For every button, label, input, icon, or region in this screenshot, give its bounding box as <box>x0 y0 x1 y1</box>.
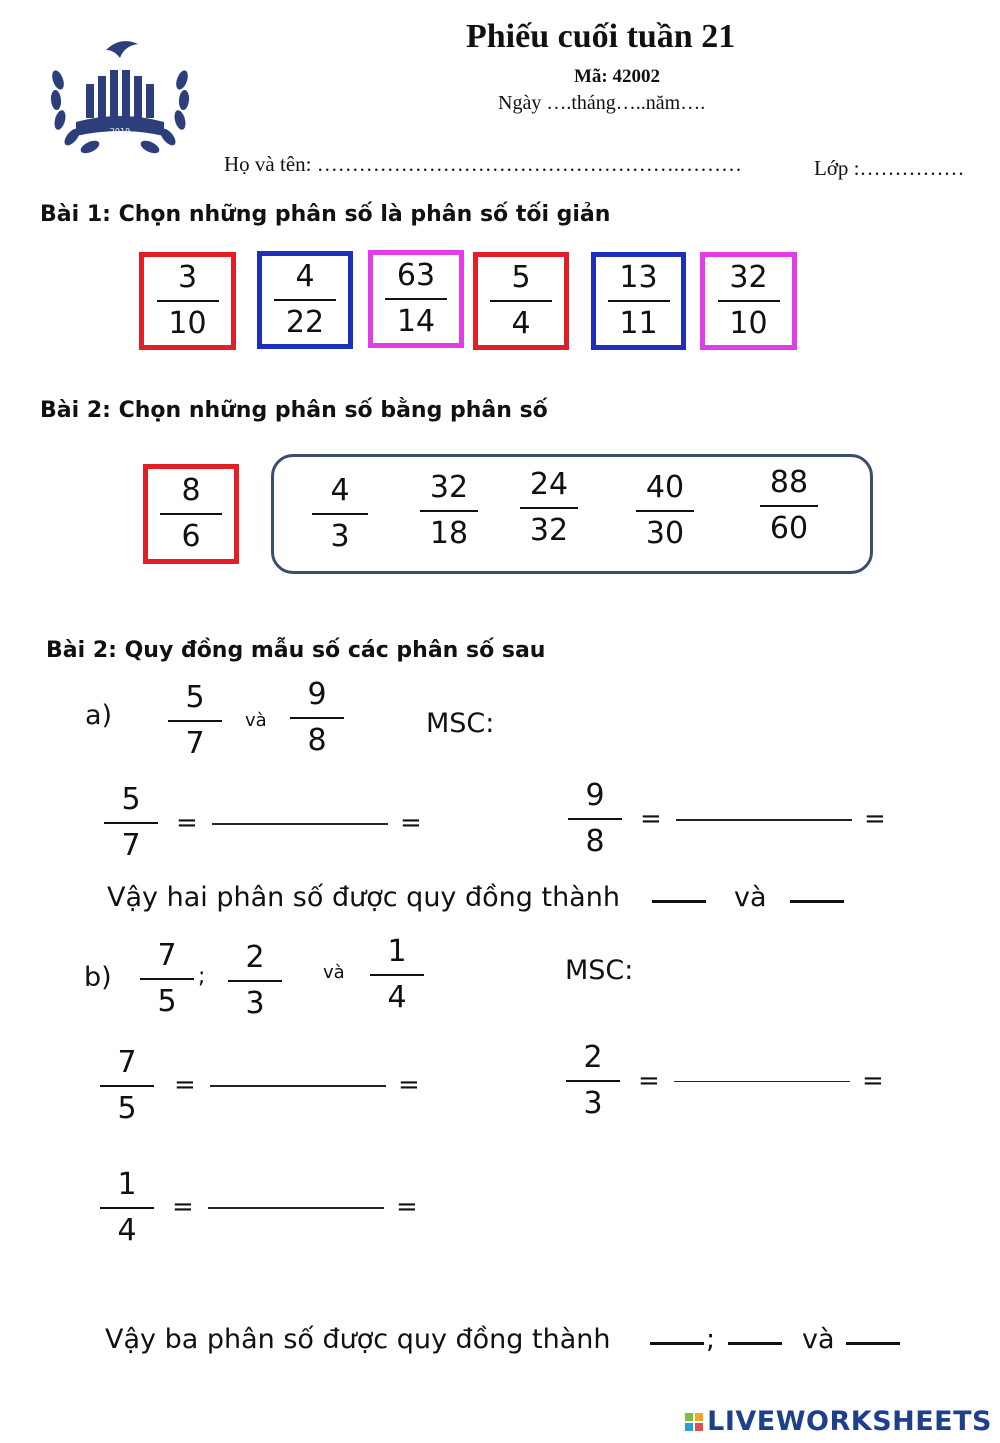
part-b-separator-2: ; <box>706 1324 716 1355</box>
fraction-bar <box>568 818 622 820</box>
fraction-bar <box>168 720 222 722</box>
denominator: 22 <box>285 305 325 340</box>
brand-text: LIVEWORKSHEETS <box>707 1406 992 1437</box>
equals-sign: = <box>396 1192 418 1222</box>
numerator: 4 <box>295 259 315 294</box>
worksheet-code: Mã: 42002 <box>574 66 661 87</box>
target-fraction-8-6 <box>143 464 239 564</box>
exercise-1-heading: Bài 1: Chọn những phân số là phân số tối giản <box>40 202 611 227</box>
fraction-option-63-14[interactable] <box>368 250 464 348</box>
answer-blank[interactable] <box>846 1342 900 1345</box>
part-a-and: và <box>245 710 267 731</box>
denominator: 7 <box>185 726 205 761</box>
denominator: 4 <box>387 980 407 1015</box>
numerator: 32 <box>729 260 768 295</box>
equals-sign: = <box>172 1192 194 1222</box>
part-b-fraction-3 <box>370 934 424 1016</box>
numerator: 8 <box>181 473 201 508</box>
part-b-eq-fraction-1 <box>100 1045 154 1127</box>
part-a-fraction-1 <box>168 680 222 762</box>
numerator: 2 <box>245 940 265 975</box>
denominator: 18 <box>429 516 469 551</box>
fraction-bar <box>290 717 344 719</box>
fraction-bar <box>157 300 219 302</box>
numerator: 13 <box>619 260 658 295</box>
denominator: 3 <box>330 519 350 554</box>
exercise-3-heading: Bài 2: Quy đồng mẫu số các phân số sau <box>46 638 546 663</box>
fraction-bar <box>760 505 818 507</box>
equals-sign: = <box>640 804 662 834</box>
fraction-bar <box>140 978 194 980</box>
denominator: 14 <box>396 304 436 339</box>
answer-blank[interactable] <box>652 900 706 903</box>
fraction-bar <box>636 510 694 512</box>
numerator: 4 <box>330 473 350 508</box>
equals-sign: = <box>174 1070 196 1100</box>
part-a-and-2: và <box>734 882 767 913</box>
equals-sign: = <box>400 808 422 838</box>
fraction-bar <box>274 299 336 301</box>
numerator: 2 <box>583 1040 603 1075</box>
numerator: 9 <box>585 778 605 813</box>
numerator: 7 <box>117 1045 137 1080</box>
numerator: 7 <box>157 938 177 973</box>
fraction-option-32-10[interactable] <box>700 252 797 350</box>
fraction-bar <box>312 513 368 515</box>
fraction-bar <box>520 507 578 509</box>
exercise-2-heading: Bài 2: Chọn những phân số bằng phân số <box>40 398 548 423</box>
equals-sign: = <box>864 804 886 834</box>
numerator: 1 <box>117 1167 137 1202</box>
part-b-fraction-1 <box>140 938 194 1020</box>
option-fraction-88-60[interactable] <box>760 465 818 547</box>
numerator: 3 <box>177 260 198 295</box>
answer-line[interactable] <box>210 1085 386 1087</box>
fraction-bar <box>490 300 552 302</box>
part-b-eq-fraction-3 <box>100 1167 154 1249</box>
fraction-bar <box>228 980 282 982</box>
part-b-eq-fraction-2 <box>566 1040 620 1122</box>
part-b-msc-label: MSC: <box>565 955 634 986</box>
part-b-and: và <box>323 962 345 983</box>
equals-sign: = <box>638 1066 660 1096</box>
denominator: 5 <box>117 1091 137 1126</box>
option-fraction-4-3[interactable] <box>312 473 368 555</box>
numerator: 5 <box>185 680 205 715</box>
denominator: 10 <box>729 306 768 341</box>
denominator: 7 <box>121 828 141 863</box>
fraction-bar <box>566 1080 620 1082</box>
option-fraction-24-32[interactable] <box>520 467 578 549</box>
equals-sign: = <box>398 1070 420 1100</box>
fraction-bar <box>385 298 447 300</box>
denominator: 4 <box>117 1213 137 1248</box>
answer-line[interactable] <box>674 1081 850 1082</box>
fraction-bar <box>100 1207 154 1209</box>
liveworksheets-brand <box>685 1406 992 1437</box>
numerator: 32 <box>429 470 469 505</box>
date-line: Ngày ….tháng…..năm…. <box>498 92 706 114</box>
part-b-and-2: và <box>802 1324 835 1355</box>
numerator: 40 <box>645 470 685 505</box>
option-fraction-32-18[interactable] <box>420 470 478 552</box>
logo-year: 2019 <box>109 127 131 136</box>
worksheet-title: Phiếu cuối tuần 21 <box>466 18 736 55</box>
answer-blank[interactable] <box>790 900 844 903</box>
fraction-bar <box>608 300 670 302</box>
answer-blank[interactable] <box>728 1342 782 1345</box>
equals-sign: = <box>176 808 198 838</box>
numerator: 1 <box>387 934 407 969</box>
name-field[interactable]: Họ và tên: …………………………………………….……… <box>224 152 742 176</box>
numerator: 5 <box>121 782 141 817</box>
numerator: 9 <box>307 677 327 712</box>
part-a-eq-fraction-2 <box>568 778 622 860</box>
liveworksheets-logo-icon <box>685 1413 703 1431</box>
part-a-eq-fraction-1 <box>104 782 158 864</box>
fraction-bar <box>718 300 780 302</box>
numerator: 24 <box>529 467 569 502</box>
denominator: 4 <box>511 306 531 341</box>
school-logo <box>46 36 194 160</box>
denominator: 10 <box>168 306 207 341</box>
answer-line[interactable] <box>208 1207 384 1209</box>
denominator: 3 <box>245 986 265 1021</box>
numerator: 88 <box>769 465 809 500</box>
answer-blank[interactable] <box>650 1342 704 1345</box>
fraction-bar <box>370 974 424 976</box>
denominator: 5 <box>157 984 177 1019</box>
class-field[interactable]: Lớp :…………… <box>814 156 965 180</box>
denominator: 8 <box>585 824 605 859</box>
numerator: 5 <box>511 260 531 295</box>
denominator: 3 <box>583 1086 603 1121</box>
part-b-separator: ; <box>198 964 206 989</box>
part-a-fraction-2 <box>290 677 344 759</box>
part-b-label: b) <box>84 962 112 993</box>
fraction-option-13-11[interactable] <box>591 252 686 350</box>
fraction-option-4-22[interactable] <box>257 251 353 349</box>
part-a-conclusion: Vậy hai phân số được quy đồng thành <box>107 882 620 913</box>
denominator: 60 <box>769 511 809 546</box>
denominator: 11 <box>619 306 658 341</box>
fraction-bar <box>100 1085 154 1087</box>
equals-sign: = <box>862 1066 884 1096</box>
denominator: 6 <box>181 519 201 554</box>
denominator: 30 <box>645 516 685 551</box>
fraction-option-5-4[interactable] <box>473 252 569 350</box>
fraction-bar <box>420 510 478 512</box>
answer-line[interactable] <box>676 819 852 821</box>
part-b-conclusion: Vậy ba phân số được quy đồng thành <box>105 1324 611 1355</box>
fraction-bar <box>104 822 158 824</box>
part-a-label: a) <box>85 700 113 731</box>
denominator: 8 <box>307 723 327 758</box>
answer-line[interactable] <box>212 823 388 825</box>
denominator: 32 <box>529 513 569 548</box>
option-fraction-40-30[interactable] <box>636 470 694 552</box>
fraction-bar <box>160 513 222 515</box>
fraction-option-3-10[interactable] <box>139 252 236 350</box>
part-a-msc-label: MSC: <box>426 708 495 739</box>
numerator: 63 <box>396 258 436 293</box>
part-b-fraction-2 <box>228 940 282 1022</box>
